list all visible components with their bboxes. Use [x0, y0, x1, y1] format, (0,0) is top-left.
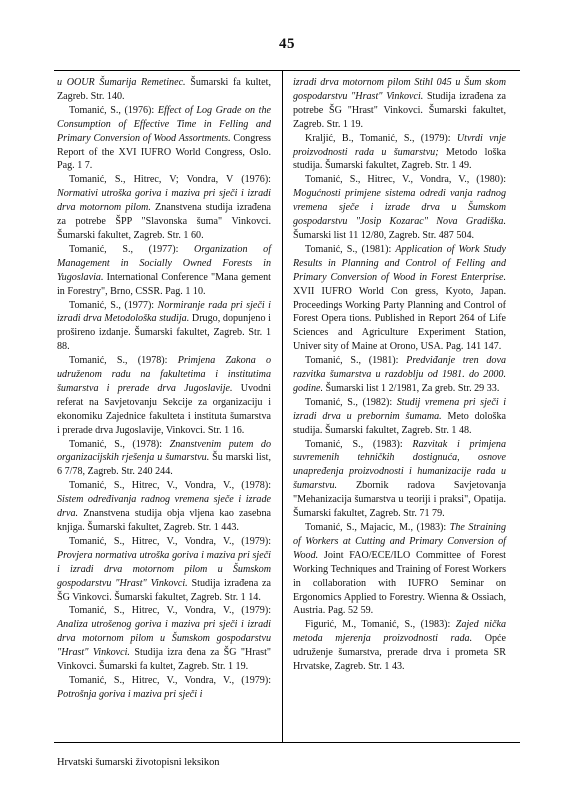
entry-details: Znanstvena studija izrađena za potrebe ŠPP "Slavonska šuma" Vinkovci. Šumarski fakultet, Zagreb. Str. 1 60.	[57, 202, 271, 241]
entry-title: Sistem određivanja radnog vremena sječe i izrade drva.	[57, 494, 271, 520]
running-footer: Hrvatski šumarski životopisni leksikon	[57, 757, 220, 768]
bibliography-entry	[57, 535, 271, 605]
page-number: 45	[279, 36, 295, 52]
entry-author: Tomanić, S., (1981):	[305, 243, 396, 255]
entry-author: Tomanić, S., (1982):	[305, 396, 397, 408]
entry-details: Šumarski fa kultet, Zagreb. Str. 140.	[57, 77, 271, 102]
bibliography-entry	[57, 438, 271, 480]
entry-title: Znanstvenim putem do organizacijskih rješenja u šumarstvu.	[57, 438, 272, 464]
bibliography-entry	[293, 438, 506, 521]
entry-details: Uvodni referat na Savjetovanju Sekcije za organizaciju i ekonomiku Zajednice fakulteta i instituta šumarstva i prerade drva Jugoslavije, Vinkovci. Str. 1 16.	[57, 382, 271, 436]
header-rule	[54, 70, 520, 71]
entry-title: Provjera normativa utroška goriva i maziva pri sječi i izradi drva motornom pilom u Šumskom gospodarstvu "Hrast" Vinkovci.	[57, 549, 271, 589]
entry-author: Tomanić, S., Hitrec, V., Vondra, V., (1978):	[69, 480, 271, 492]
bibliography-entry	[293, 132, 506, 174]
bibliography-entry	[57, 299, 271, 355]
bibliography-entry	[293, 354, 506, 396]
entry-title: The Straining of Workers at Cutting and Primary Conversion of Wood.	[293, 522, 506, 561]
entry-title: Organization of Management in Socially Owned Forests in Yugoslavia.	[57, 243, 271, 283]
entry-details: Congress Report of the XVI IUFRO World Congress, Oslo. Pag. 1 7.	[57, 132, 271, 172]
entry-title: Razvitak i primjena suvremenih tehničkih dostignuća, osnove unapređenja proizvodnosti i humanizacije rada u šumarstvu.	[293, 438, 506, 492]
entry-author: Tomanić, S., Majacic, M., (1983):	[305, 522, 450, 533]
left-column	[57, 76, 271, 702]
bibliography-entry	[293, 243, 506, 354]
entry-author: Tomanić, S., (1978):	[69, 355, 178, 367]
entry-author: Tomanić, S., (1978):	[69, 438, 170, 450]
bibliography-entry	[293, 396, 506, 438]
entry-details: Studija izrađena za potrebe ŠG "Hrast" Vinkovci. Šumarski fakultet, Zagreb. Str. 1 19.	[293, 90, 507, 130]
entry-author: Tomanić, S., Hitrec, V; Vondra, V (1976):	[69, 174, 271, 186]
entry-author: Figurić, M., Tomanić, S., (1983):	[305, 619, 456, 631]
entry-title: u OOUR Šumarija Remetinec.	[57, 77, 186, 88]
column-divider	[282, 70, 283, 742]
entry-title: Zajed nička metoda mjerenja proizvodnosti rada.	[293, 619, 506, 645]
entry-author: Tomanić, S., (1976):	[69, 104, 158, 116]
bibliography-entry	[57, 243, 271, 299]
bibliography-entry	[57, 604, 271, 674]
entry-title: Primjena Zakona o udruženom radu na fakultetima i institutima šumarstva i prerade drva Jugoslavije.	[57, 355, 271, 394]
entry-title: Normiranje rada pri sječi i izradi drva Metodološka studija.	[57, 299, 271, 325]
entry-author: Kraljić, B., Tomanić, S., (1979):	[305, 132, 457, 144]
bibliography-entry	[57, 173, 271, 243]
entry-author: Tomanić, S., (1983):	[305, 438, 413, 450]
bibliography-entry	[293, 173, 506, 243]
entry-details: Meto dološka studija. Šumarski fakultet, Zagreb. Str. 1 48.	[293, 410, 506, 436]
entry-details: Joint FAO/ECE/ILO Committee of Forest Working Techniques and Training of Forest Workers in collaboration with IUFRO Seminar on Ergonomics Applied to Forestry. Wienna & Ossiach, Austria. Pag. 52 59.	[293, 549, 506, 617]
bibliography-entry	[57, 479, 271, 535]
entry-title: Effect of Log Grade on the Consumption of Effective Time in Felling and Primary Conversion of Wood Assortments.	[57, 104, 272, 144]
entry-author: Tomanić, S., (1981):	[305, 355, 407, 367]
entry-title: Potrošnja goriva i maziva pri sječi i	[57, 688, 203, 700]
entry-details: Studija izrađena za ŠG Vinkovci. Šumarski fakultet, Zagreb. Str. 1 14.	[57, 577, 272, 603]
entry-details: Znanstvena studija obja vljena kao zasebna knjiga. Šumarski fakultet, Zagreb. Str. 1 443.	[57, 508, 271, 533]
entry-title: Utvrdi vnje proizvodnosti rada u šumarstvu;	[293, 132, 506, 158]
entry-details: Opće udruženje šumarstva, prerade drva i prometa SR Hrvatske, Zagreb. Str. 1 43.	[293, 633, 506, 673]
entry-details: International Conference "Mana gement in Forestry", Brno, CSSR. Pag. 1 10.	[57, 271, 271, 297]
entry-title: Studij vremena pri sječi i izradi drva u prebornim šumama.	[293, 396, 506, 422]
bibliography-entry	[293, 618, 506, 674]
entry-title: izradi drva motornom pilom Stihl 045 u Šum skom gospodarstvu "Hrast" Vinkovci.	[293, 77, 506, 102]
entry-title: Mogućnosti primjene sistema odredi vanja radnog vremena sječe i izrade drva u Šumskom gospodarstvu "Josip Kozarac" Nova Gradiška.	[293, 188, 506, 228]
bibliography-entry	[57, 76, 271, 104]
bibliography-entry	[293, 76, 506, 132]
entry-details: Metodo loška studija. Šumarski fakultet, Zagreb. Str. 1 49.	[293, 146, 506, 172]
entry-details: Šumarski list 1 2/1981, Za greb. Str. 29 33.	[323, 382, 500, 394]
bibliography-entry	[57, 354, 271, 437]
entry-details: Studija izra đena za ŠG "Hrast" Vinkovci. Šumarski fa kultet, Zagreb. Str. 1 19.	[57, 647, 271, 673]
bibliography-entry	[57, 674, 271, 702]
entry-author: Tomanić, S., (1977):	[69, 243, 195, 255]
entry-title: Normativi utroška goriva i maziva pri sječi i izradi drva motornom pilom.	[57, 188, 271, 214]
entry-title: Application of Work Study Results in Planning and Control of Felling and Primary Conversion of Wood in Forest Enterprise.	[293, 243, 506, 283]
right-column	[293, 76, 506, 674]
entry-title: Predviđanje tren dova razvitka šumarstva u razdoblju od 1981. do 2000. godine.	[293, 355, 507, 394]
footer-rule	[54, 742, 520, 743]
entry-details: Drugo, dopunjeno i prošireno izdanje. Šumarski fakultet, Zagreb. Str. 1 88.	[57, 313, 271, 353]
entry-details: Zbornik radova Savjetovanja "Mehanizacija šumarstva u teoriji i praksi", Opatija. Šumarski fakultet, Zagreb. Str. 71 79.	[293, 480, 506, 520]
entry-details: XVII IUFRO World Con gress, Kyoto, Japan. Proceedings Working Party Planning and Control of Forest Opera tions. Published in Report 264 of Life Sciences and Agriculture Experiment Station, Univer sity of Maine at Orono, USA. Pag. 141 147.	[293, 285, 506, 353]
entry-title: Analiza utrošenog goriva i maziva pri sječi i izradi drva motornom pilom u Šumskom gospodarstvu "Hrast" Vinkovci.	[57, 619, 271, 659]
entry-author: Tomanić, S., Hitrec, V., Vondra, V., (1979):	[69, 674, 271, 686]
entry-author: Tomanić, S., (1977):	[69, 299, 158, 311]
entry-details: Šumarski list 11 12/80, Zagreb. Str. 487 504.	[293, 229, 475, 241]
entry-details: Šu marski list, 6 7/78, Zagreb. Str. 240 244.	[57, 452, 271, 478]
bibliography-entry	[293, 521, 506, 618]
bibliography-entry	[57, 104, 271, 174]
entry-author: Tomanić, S., Hitrec, V., Vondra, V., (1979):	[69, 605, 271, 617]
entry-author: Tomanić, S., Hitrec, V., Vondra, V., (1980):	[305, 174, 506, 186]
entry-author: Tomanić, S., Hitrec, V., Vondra, V., (1979):	[69, 535, 271, 547]
